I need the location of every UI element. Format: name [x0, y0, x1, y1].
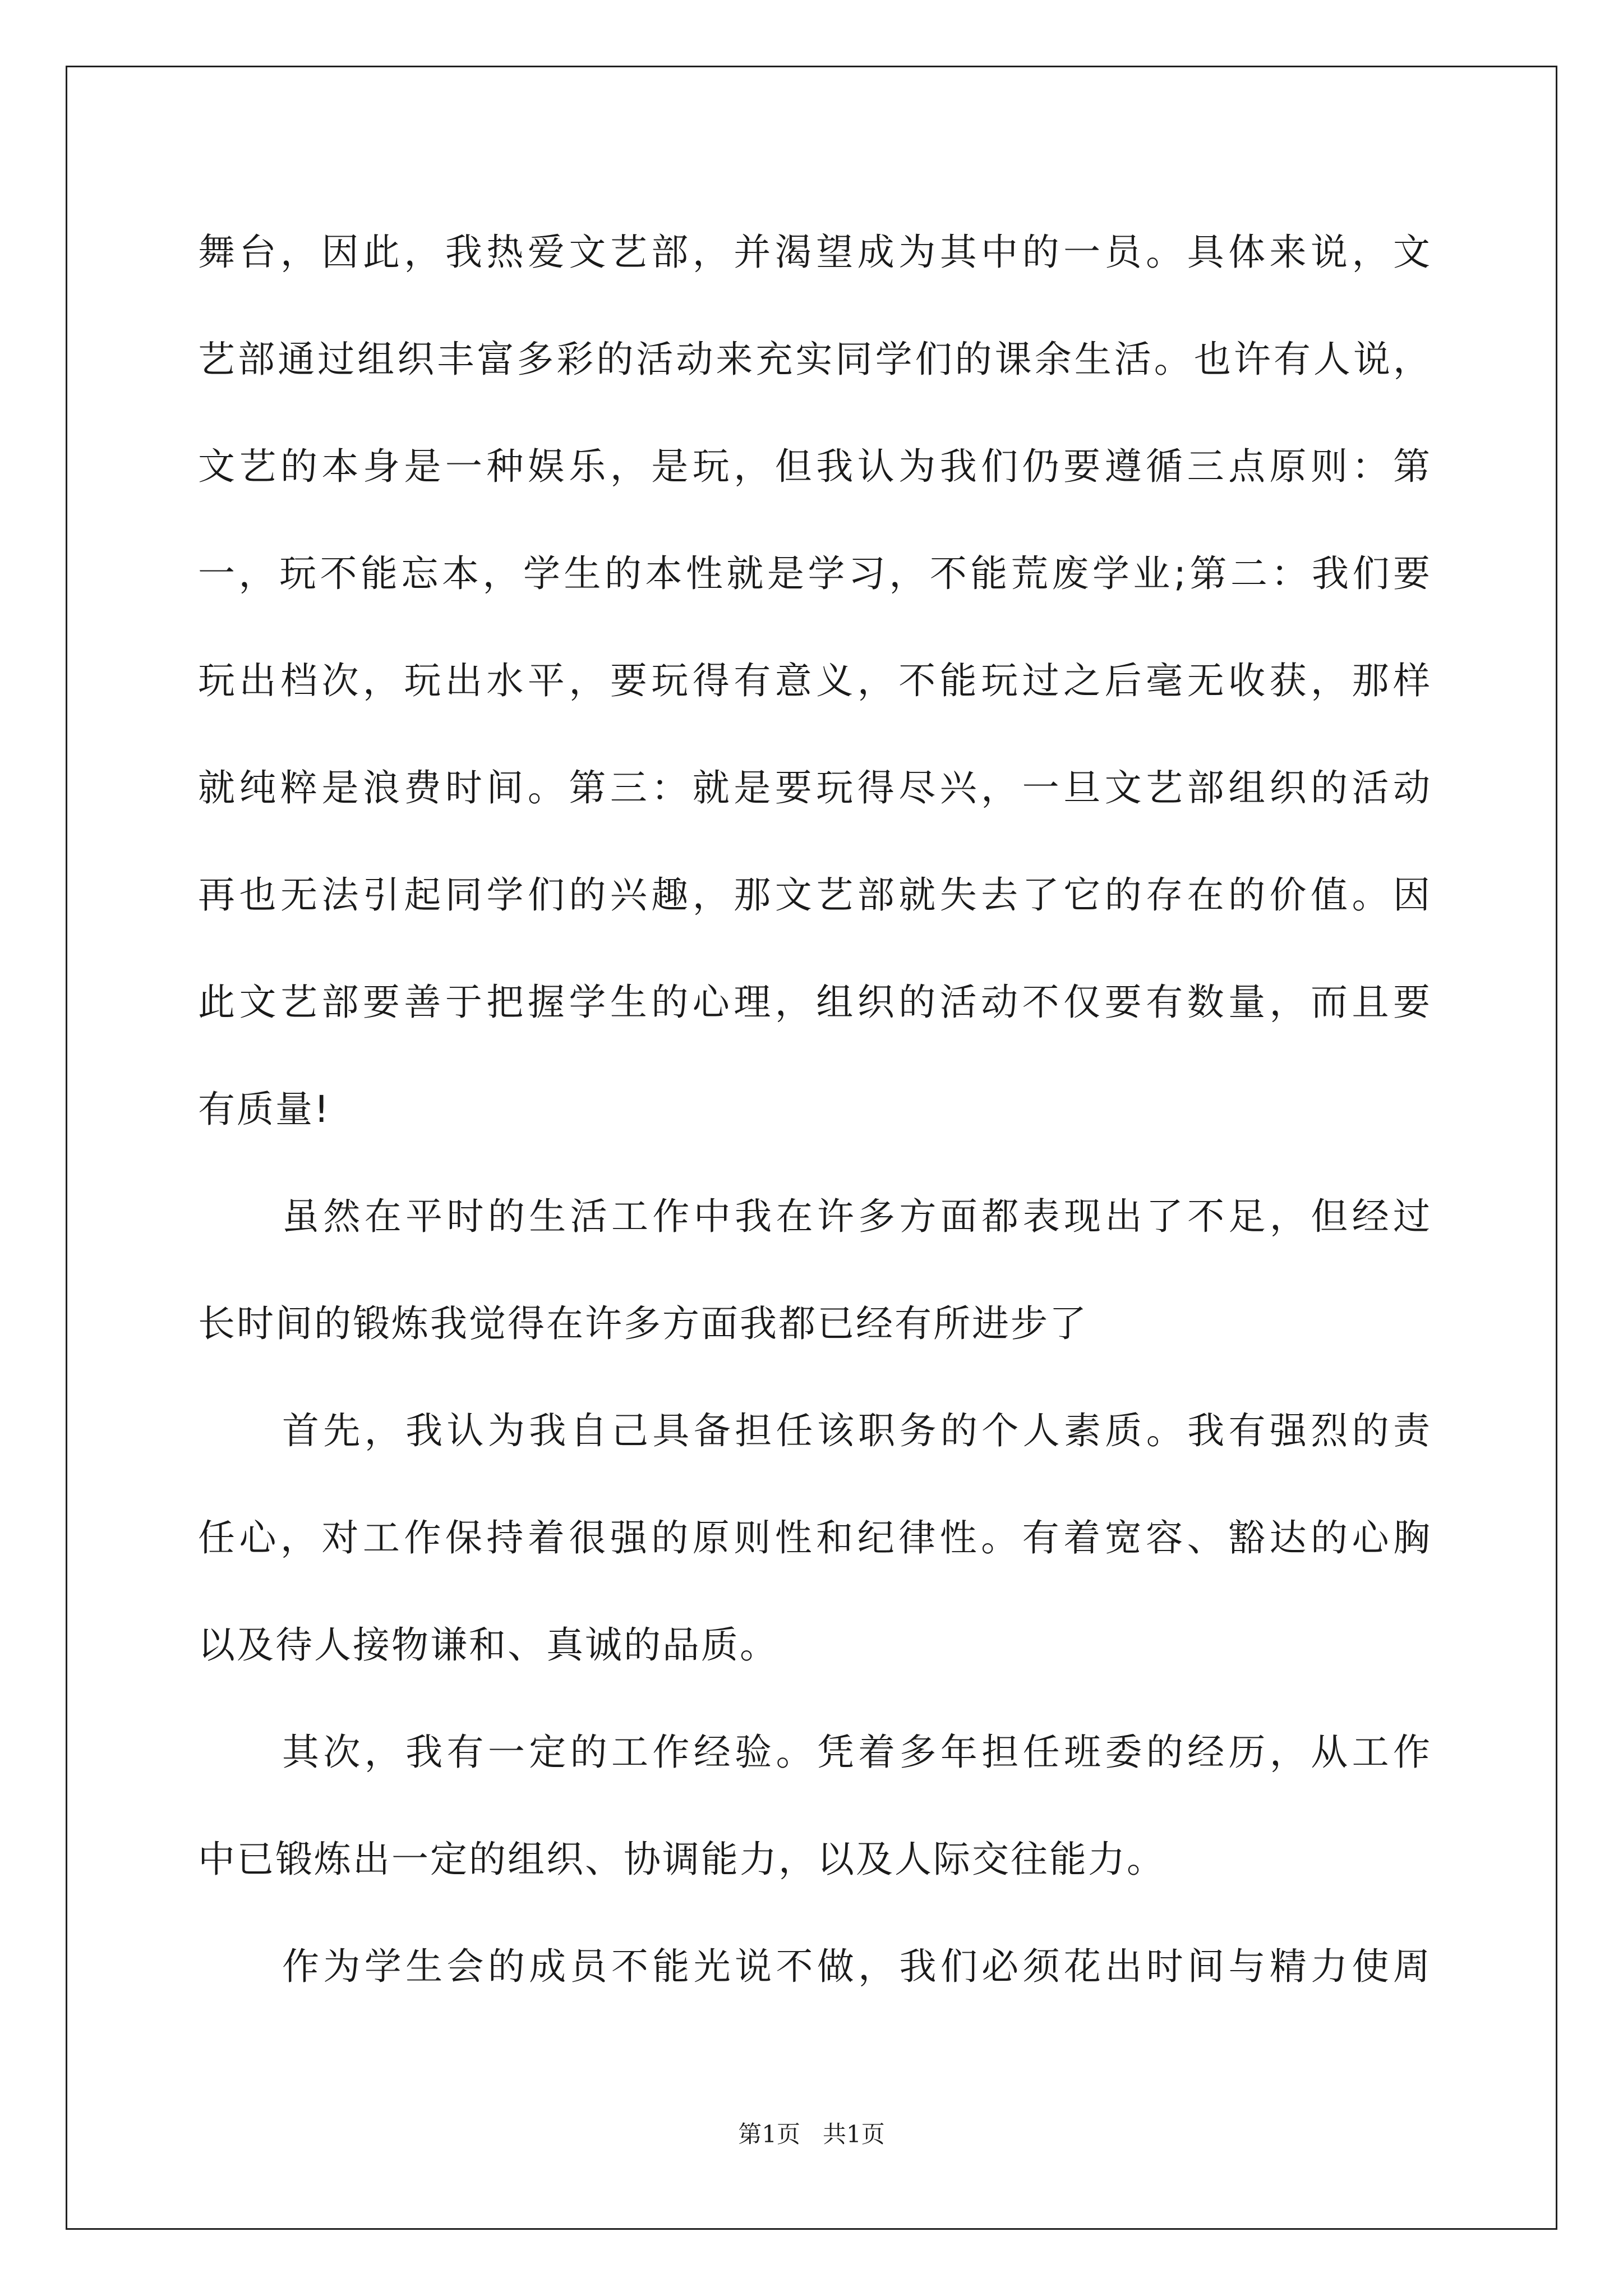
document-body — [198, 223, 1432, 2045]
text-line-14: 以及待人接物谦和、真诚的品质。 — [198, 1623, 778, 1667]
text-line-7: 再也无法引起同学们的兴趣，那文艺部就失去了它的存在的价值。因 — [198, 873, 1432, 917]
page-footer — [0, 2116, 1623, 2150]
text-line-11: 长时间的锻炼我觉得在许多方面我都已经有所进步了 — [198, 1302, 1088, 1345]
text-line-2: 艺部通过组织丰富多彩的活动来充实同学们的课余生活。也许有人说， — [198, 338, 1432, 381]
text-line-1: 舞台，因此，我热爱文艺部，并渴望成为其中的一员。具体来说，文 — [198, 231, 1432, 274]
page-number: 第1页 — [738, 2120, 800, 2148]
text-line-10: 虽然在平时的生活工作中我在许多方面都表现出了不足，但经过 — [282, 1195, 1432, 1238]
text-line-16: 中已锻炼出一定的组织、协调能力，以及人际交往能力。 — [198, 1838, 1165, 1881]
page-total: 共1页 — [823, 2120, 885, 2148]
text-line-6: 就纯粹是浪费时间。第三：就是要玩得尽兴，一旦文艺部组织的活动 — [198, 766, 1432, 809]
text-line-3: 文艺的本身是一种娱乐，是玩，但我认为我们仍要遵循三点原则：第 — [198, 445, 1432, 488]
text-line-4: 一，玩不能忘本，学生的本性就是学习，不能荒废学业;第二：我们要 — [198, 552, 1432, 595]
text-line-15: 其次，我有一定的工作经验。凭着多年担任班委的经历，从工作 — [282, 1731, 1432, 1774]
text-line-13: 任心，对工作保持着很强的原则性和纪律性。有着宽容、豁达的心胸 — [198, 1516, 1432, 1559]
text-line-9: 有质量! — [198, 1088, 331, 1131]
text-line-12: 首先，我认为我自己具备担任该职务的个人素质。我有强烈的责 — [282, 1409, 1432, 1452]
text-line-8: 此文艺部要善于把握学生的心理，组织的活动不仅要有数量，而且要 — [198, 981, 1432, 1024]
text-line-5: 玩出档次，玩出水平，要玩得有意义，不能玩过之后毫无收获，那样 — [198, 659, 1432, 702]
text-line-17: 作为学生会的成员不能光说不做，我们必须花出时间与精力使周 — [282, 1945, 1432, 1988]
